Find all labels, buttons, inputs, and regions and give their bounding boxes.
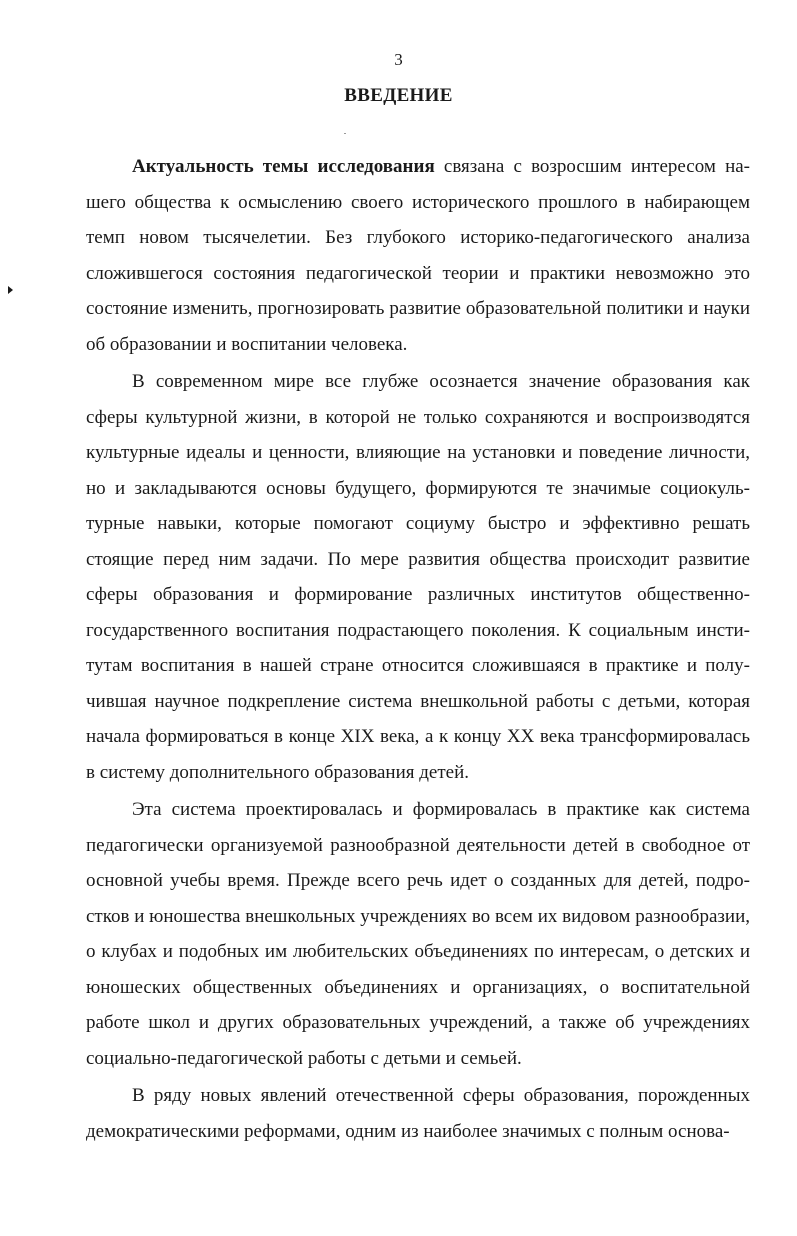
paragraph-modern-world: В современном мире все глубже осознается значение образования как сферы культурной жизни, в которой не только сохраняются и воспроизводятся культурные идеалы и ценности, влияющие на установки и поведение личности, но и закладываются основы будущего, формируются те значимые социокультурные навыки, которые помогают социуму быстро и эффективно решать стоящие перед ним задачи. По мере развития общества происходит развитие сферы образования и формирование различных институтов общественно-государственного воспитания подрастающего поколения. К социальным институтам воспитания в нашей стране относится сложившаяся в практике и получившая научное подкрепление система внешкольной работы с детьми, которая начала формироваться в конце XIX века, а к концу XX века трансформировалась в систему дополнительного образования детей. (86, 371, 750, 783)
paragraph-new-phenomena: В ряду новых явлений отечественной сферы образования, порожденных демократическими реформами, одним из наиболее значимых с полным основа- (86, 1085, 750, 1142)
margin-mark-icon (8, 286, 13, 294)
paragraph-system: Эта система проектировалась и формировалась в практике как система педагогически организуемой разнообразной деятельности детей в свободное от основной учебы время. Прежде всего речь идет о созданных для детей, подростков и юношества внешкольных учреждениях во всем их видовом разнообразии, о клубах и подобных им любительских объединениях по интересам, о детских и юношеских общественных объединениях и организациях, о воспитательной работе школ и других образовательных учреждений, а также об учреждениях социально-педагогической работы с детьми и семьей. (86, 799, 750, 1069)
paragraph-text: связана с возросшим интересом нашего общества к осмыслению своего исторического прошлого в набирающем темп новом тысячелетии. Без глубокого историко-педагогического анализа сложившегося состояния педагогической теории и практики невозможно это состояние изменить, прогнозировать развитие образовательной политики и науки об образовании и воспитании человека. (86, 156, 750, 355)
paragraph-relevance (86, 149, 750, 362)
paragraph-lead-bold: Актуальность темы исследования (132, 156, 435, 177)
page-number: 3 (394, 50, 403, 69)
section-heading: ВВЕДЕНИЕ (344, 85, 453, 106)
body-text (86, 149, 750, 1151)
scan-speck (344, 133, 346, 134)
